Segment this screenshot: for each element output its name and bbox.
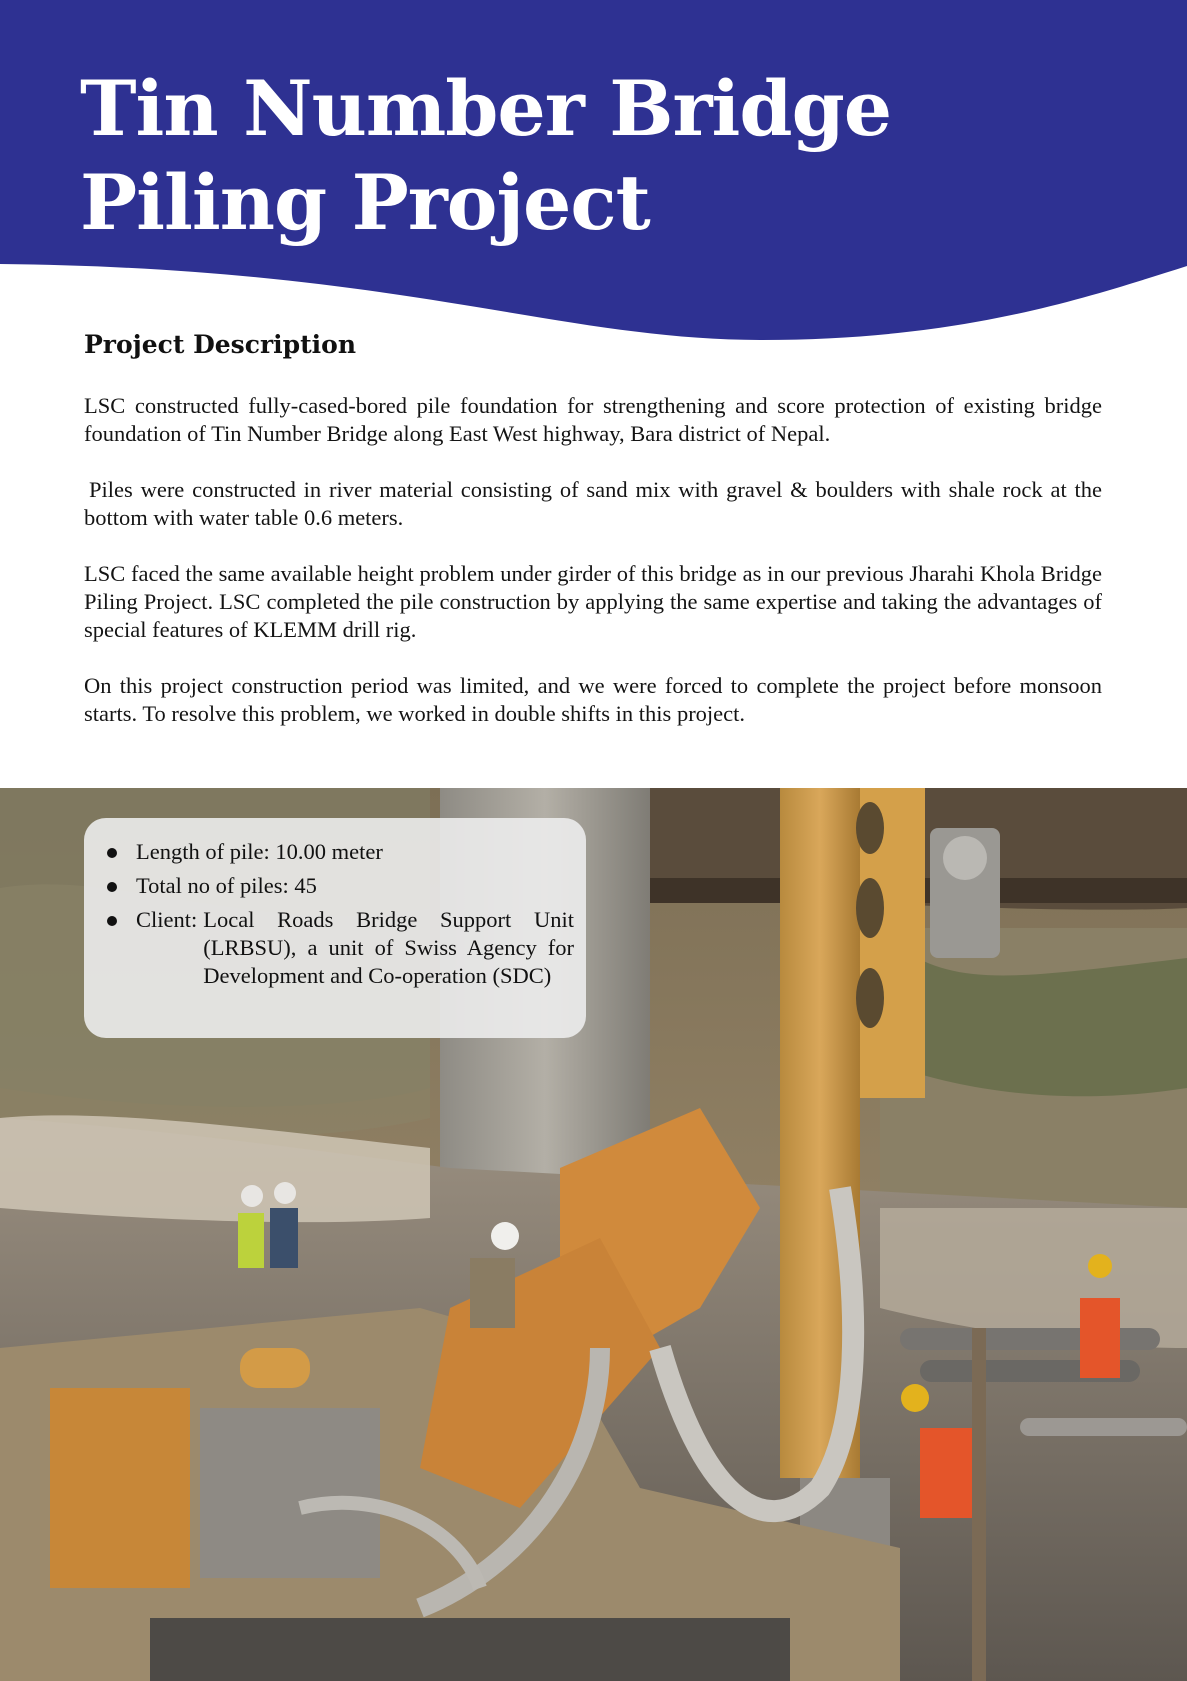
description-paragraph-1: LSC constructed fully-cased-bored pile foundation for strengthening and score protection of existing bridge foundation of Tin Number Bridge along East West highway, Bara district of Nepal. — [84, 393, 1102, 446]
client-value: Local Roads Bridge Support Unit (LRBSU), a unit of Swiss Agency for Development and Co-operation (SDC) — [203, 907, 574, 988]
project-facts-box — [84, 818, 586, 1038]
fact-total-piles — [104, 872, 574, 900]
fact-total-text: Total no of piles: 45 — [136, 873, 317, 898]
page-title — [80, 62, 891, 250]
bullet-icon — [107, 882, 117, 892]
fact-length-text: Length of pile: 10.00 meter — [136, 839, 383, 864]
bullet-icon — [107, 848, 117, 858]
section-heading: Project Description — [84, 330, 356, 359]
project-description-section — [84, 328, 1102, 756]
fact-client — [104, 906, 574, 990]
bullet-icon — [107, 916, 117, 926]
title-line-1: Tin Number Bridge — [80, 64, 892, 153]
title-line-2: Piling Project — [80, 158, 650, 247]
client-label: Client: — [136, 907, 198, 932]
description-paragraph-4: On this project construction period was limited, and we were forced to complete the project before monsoon starts. To resolve this problem, we worked in double shifts in this project. — [84, 673, 1102, 726]
facts-list — [104, 838, 574, 990]
description-paragraph-3: LSC faced the same available height problem under girder of this bridge as in our previous Jharahi Khola Bridge Piling Project. LSC completed the pile construction by applying the same expertise and taking the advantages of special features of KLEMM drill rig. — [84, 561, 1102, 642]
description-paragraph-2: Piles were constructed in river material consisting of sand mix with gravel & boulders with shale rock at the bottom with water table 0.6 meters. — [84, 477, 1102, 530]
fact-length — [104, 838, 574, 866]
